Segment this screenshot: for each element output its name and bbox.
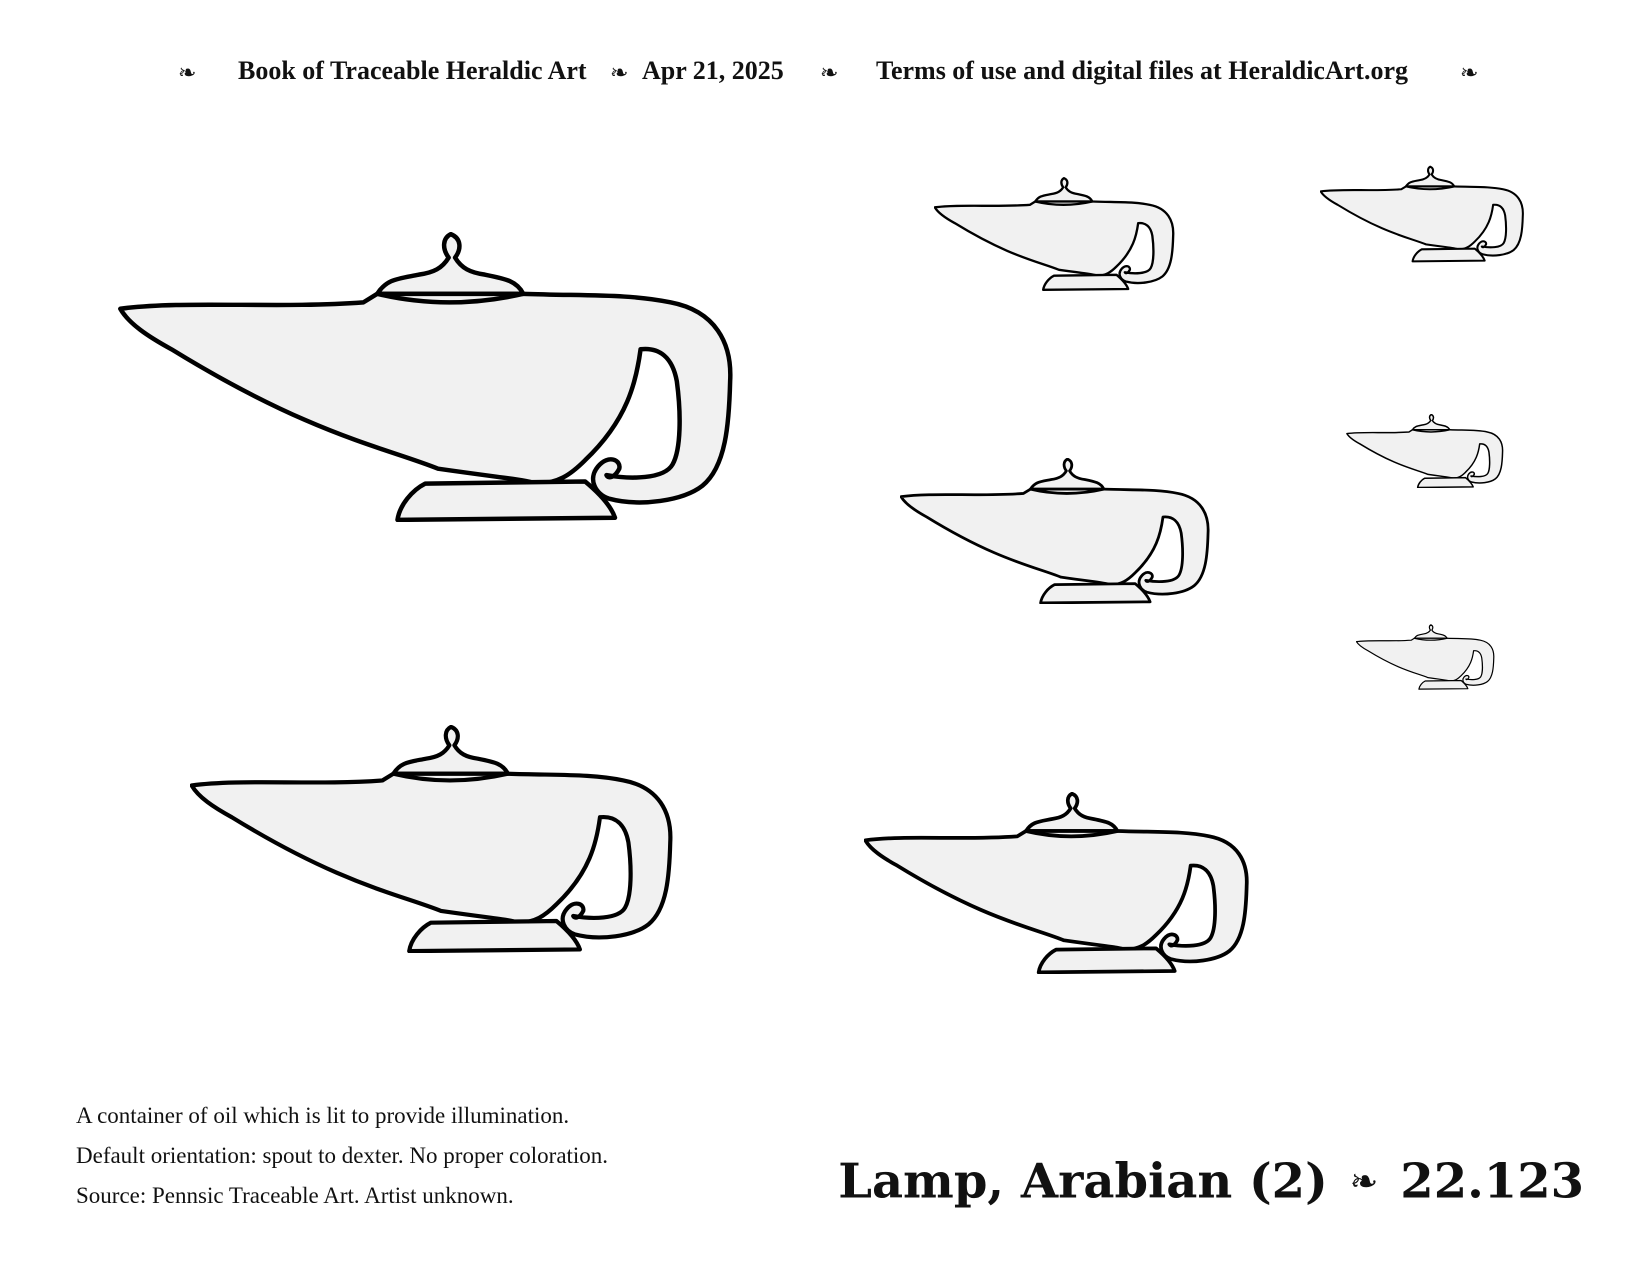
lamp-drawing-large — [118, 232, 758, 522]
fleuron-icon: ❧ — [820, 60, 839, 85]
lamp-drawing-tiny-2 — [1346, 414, 1510, 488]
description-orientation: Default orientation: spout to dexter. No proper coloration. — [76, 1143, 609, 1168]
fleuron-icon: ❧ — [178, 60, 197, 85]
fleuron-icon: ❧ — [1460, 60, 1479, 85]
figure-title — [838, 1150, 1584, 1210]
figure-name: Lamp, Arabian (2) — [838, 1153, 1328, 1210]
fleuron-icon: ❧ — [610, 60, 629, 85]
lamp-drawing-tiny-3 — [1356, 624, 1500, 690]
page-header — [0, 56, 1650, 96]
description-source: Source: Pennsic Traceable Art. Artist unknown. — [76, 1183, 514, 1208]
lamp-drawing-small — [900, 458, 1222, 604]
figure-description — [76, 1096, 836, 1216]
lamp-drawing-medium-2 — [864, 792, 1264, 974]
fleuron-icon: ❧ — [1349, 1161, 1379, 1202]
header-date: Apr 21, 2025 — [642, 56, 784, 85]
book-title: Book of Traceable Heraldic Art — [238, 56, 587, 85]
lamp-drawing-tiny — [1320, 165, 1532, 263]
description-line: A container of oil which is lit to provide illumination. — [76, 1103, 570, 1128]
figure-number: 22.123 — [1400, 1153, 1584, 1210]
terms-link[interactable]: Terms of use and digital files at HeraldicArt.org — [876, 56, 1408, 85]
lamp-drawing-small-2 — [934, 177, 1184, 291]
lamp-drawing-medium — [190, 725, 692, 953]
